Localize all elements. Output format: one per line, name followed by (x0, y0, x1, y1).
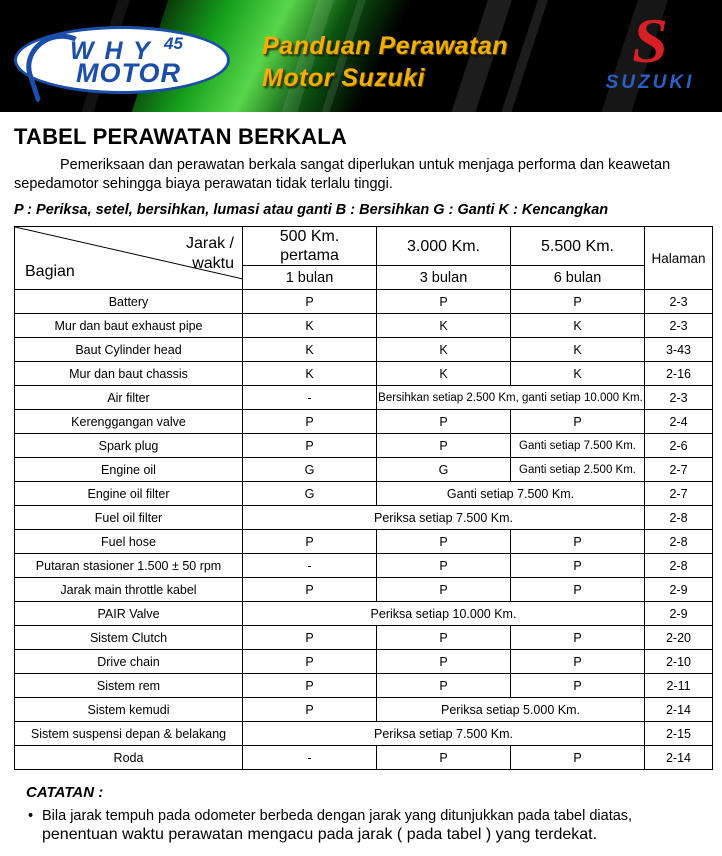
row-page-ref: 2-11 (645, 674, 713, 698)
table-row (15, 722, 713, 746)
header-jarak-waktu (186, 234, 234, 274)
row-interval-cell-0: K (243, 314, 377, 338)
table-row (15, 434, 713, 458)
row-part-name: Engine oil filter (15, 482, 243, 506)
row-interval-cell-1: P (377, 674, 511, 698)
row-interval-cell-0: - (243, 386, 377, 410)
row-interval-cell-0: P (243, 410, 377, 434)
row-interval-cell-0: P (243, 578, 377, 602)
row-page-ref: 2-8 (645, 530, 713, 554)
notes-section (26, 784, 712, 844)
header-interval-0 (243, 227, 377, 266)
row-interval-cell-1: P (377, 410, 511, 434)
row-page-ref: 2-6 (645, 434, 713, 458)
header-interval-1-line1: 3.000 Km. (407, 237, 480, 255)
row-interval-cell-1: P (377, 626, 511, 650)
row-interval-cell-1: Bersihkan setiap 2.500 Km, ganti setiap 10.000 Km. (377, 386, 645, 410)
row-part-name: Mur dan baut chassis (15, 362, 243, 386)
table-row (15, 290, 713, 314)
row-interval-cell-2: K (511, 314, 645, 338)
row-interval-cell-1: P (377, 434, 511, 458)
row-page-ref: 2-4 (645, 410, 713, 434)
table-row (15, 338, 713, 362)
table-row (15, 674, 713, 698)
row-part-name: Baut Cylinder head (15, 338, 243, 362)
row-interval-cell-0: - (243, 554, 377, 578)
table-row (15, 506, 713, 530)
suzuki-logo (594, 5, 706, 100)
row-interval-cell-1: K (377, 314, 511, 338)
row-page-ref: 2-14 (645, 746, 713, 770)
row-interval-cell-0: K (243, 362, 377, 386)
row-part-name: Drive chain (15, 650, 243, 674)
row-part-name: Air filter (15, 386, 243, 410)
table-row (15, 314, 713, 338)
maintenance-schedule-table (14, 226, 713, 770)
table-row (15, 410, 713, 434)
row-interval-cell-2: P (511, 578, 645, 602)
table-row (15, 650, 713, 674)
header-interval-2 (511, 227, 645, 266)
table-row (15, 386, 713, 410)
row-interval-cell-0: G (243, 482, 377, 506)
row-part-name: Spark plug (15, 434, 243, 458)
row-interval-cell-0: P (243, 698, 377, 722)
header-banner (0, 0, 722, 112)
row-interval-cell-2: P (511, 290, 645, 314)
row-interval-cell-0: P (243, 650, 377, 674)
row-interval-cell-2: P (511, 554, 645, 578)
row-interval-cell-2: K (511, 362, 645, 386)
table-row (15, 578, 713, 602)
header-jarak-line2: waktu (192, 255, 234, 272)
row-interval-cell-1: K (377, 362, 511, 386)
table-row (15, 746, 713, 770)
row-page-ref: 2-8 (645, 506, 713, 530)
row-part-name: Sistem suspensi depan & belakang (15, 722, 243, 746)
row-interval-cell-0: Periksa setiap 7.500 Km. (243, 506, 645, 530)
row-page-ref: 2-14 (645, 698, 713, 722)
row-part-name: Fuel oil filter (15, 506, 243, 530)
logo-motor-text: MOTOR (76, 58, 181, 88)
logo-45-text: 45 (164, 34, 183, 53)
suzuki-wordmark: SUZUKI (605, 72, 695, 93)
row-page-ref: 2-8 (645, 554, 713, 578)
row-interval-cell-0: Periksa setiap 7.500 Km. (243, 722, 645, 746)
row-interval-cell-0: P (243, 674, 377, 698)
row-interval-cell-1: G (377, 458, 511, 482)
row-page-ref: 2-3 (645, 386, 713, 410)
header-diagonal-cell (15, 227, 243, 290)
row-interval-cell-1: P (377, 530, 511, 554)
table-row (15, 626, 713, 650)
header-bagian: Bagian (25, 263, 75, 280)
row-interval-cell-1: P (377, 746, 511, 770)
row-interval-cell-1: Periksa setiap 5.000 Km. (377, 698, 645, 722)
logo-why-text: W H Y (70, 37, 152, 65)
row-page-ref: 2-20 (645, 626, 713, 650)
row-interval-cell-2: P (511, 530, 645, 554)
row-page-ref: 2-16 (645, 362, 713, 386)
row-interval-cell-1: P (377, 554, 511, 578)
row-interval-cell-2: P (511, 650, 645, 674)
table-row (15, 698, 713, 722)
row-part-name: Kerenggangan valve (15, 410, 243, 434)
legend-line: P : Periksa, setel, bersihkan, lumasi atau ganti B : Bersihkan G : Ganti K : Kencangkan (14, 202, 609, 218)
row-interval-cell-0: - (243, 746, 377, 770)
header-month-1: 3 bulan (377, 266, 511, 290)
row-part-name: Mur dan baut exhaust pipe (15, 314, 243, 338)
banner-title-line2: Motor Suzuki (262, 64, 425, 92)
table-row (15, 602, 713, 626)
banner-title (262, 30, 508, 94)
header-interval-2-line1: 5.500 Km. (541, 237, 614, 255)
row-page-ref: 2-7 (645, 458, 713, 482)
table-row (15, 554, 713, 578)
row-page-ref: 2-3 (645, 314, 713, 338)
header-month-0: 1 bulan (243, 266, 377, 290)
row-page-ref: 2-9 (645, 602, 713, 626)
row-page-ref: 3-43 (645, 338, 713, 362)
suzuki-s-icon: S (632, 5, 668, 76)
why45-motor-logo (14, 16, 229, 96)
row-part-name: Sistem kemudi (15, 698, 243, 722)
notes-title: CATATAN : (26, 784, 104, 801)
row-interval-cell-0: P (243, 434, 377, 458)
header-halaman: Halaman (645, 227, 713, 290)
row-interval-cell-2: P (511, 626, 645, 650)
row-interval-cell-0: K (243, 338, 377, 362)
table-row (15, 362, 713, 386)
row-page-ref: 2-15 (645, 722, 713, 746)
row-part-name: Jarak main throttle kabel (15, 578, 243, 602)
header-interval-0-line1: 500 Km. (279, 228, 340, 245)
row-interval-cell-2: P (511, 410, 645, 434)
note-line-1: Bila jarak tempuh pada odometer berbeda dengan jarak yang ditunjukkan pada tabel diatas, (42, 808, 633, 824)
row-page-ref: 2-7 (645, 482, 713, 506)
row-interval-cell-2: Ganti setiap 2.500 Km. (511, 458, 645, 482)
note-line-2-wrap (26, 826, 712, 844)
row-interval-cell-1: P (377, 578, 511, 602)
row-interval-cell-0: G (243, 458, 377, 482)
row-part-name: Sistem rem (15, 674, 243, 698)
row-interval-cell-2: P (511, 746, 645, 770)
row-page-ref: 2-10 (645, 650, 713, 674)
row-part-name: Putaran stasioner 1.500 ± 50 rpm (15, 554, 243, 578)
table-row (15, 530, 713, 554)
row-interval-cell-2: K (511, 338, 645, 362)
row-part-name: Engine oil (15, 458, 243, 482)
row-interval-cell-1: P (377, 290, 511, 314)
row-part-name: Fuel hose (15, 530, 243, 554)
row-part-name: Sistem Clutch (15, 626, 243, 650)
document-content (0, 112, 722, 844)
table-header-row (15, 227, 713, 266)
row-interval-cell-0: P (243, 290, 377, 314)
banner-title-line1: Panduan Perawatan (262, 32, 509, 60)
note-item (26, 806, 712, 826)
row-interval-cell-1: Ganti setiap 7.500 Km. (377, 482, 645, 506)
bullet-icon: • (28, 808, 34, 824)
page-title: TABEL PERAWATAN BERKALA (14, 124, 347, 149)
row-interval-cell-1: K (377, 338, 511, 362)
row-part-name: Battery (15, 290, 243, 314)
table-body (15, 290, 713, 770)
header-jarak-line1: Jarak / (185, 235, 234, 252)
header-interval-0-line2: pertama (280, 247, 339, 264)
row-interval-cell-2: P (511, 674, 645, 698)
row-interval-cell-0: P (243, 530, 377, 554)
header-month-2: 6 bulan (511, 266, 645, 290)
row-part-name: PAIR Valve (15, 602, 243, 626)
intro-paragraph: Pemeriksaan dan perawatan berkala sangat diperlukan untuk menjaga performa dan keawetan sepedamotor sehingga biaya perawatan tidak terlalu tinggi. (14, 157, 671, 192)
row-part-name: Roda (15, 746, 243, 770)
row-interval-cell-0: Periksa setiap 10.000 Km. (243, 602, 645, 626)
row-interval-cell-0: P (243, 626, 377, 650)
row-interval-cell-1: P (377, 650, 511, 674)
table-row (15, 482, 713, 506)
note-line-2: penentuan waktu perawatan mengacu pada jarak ( pada tabel ) yang terdekat. (42, 826, 598, 843)
header-interval-1 (377, 227, 511, 266)
row-page-ref: 2-3 (645, 290, 713, 314)
row-page-ref: 2-9 (645, 578, 713, 602)
row-interval-cell-2: Ganti setiap 7.500 Km. (511, 434, 645, 458)
table-row (15, 458, 713, 482)
